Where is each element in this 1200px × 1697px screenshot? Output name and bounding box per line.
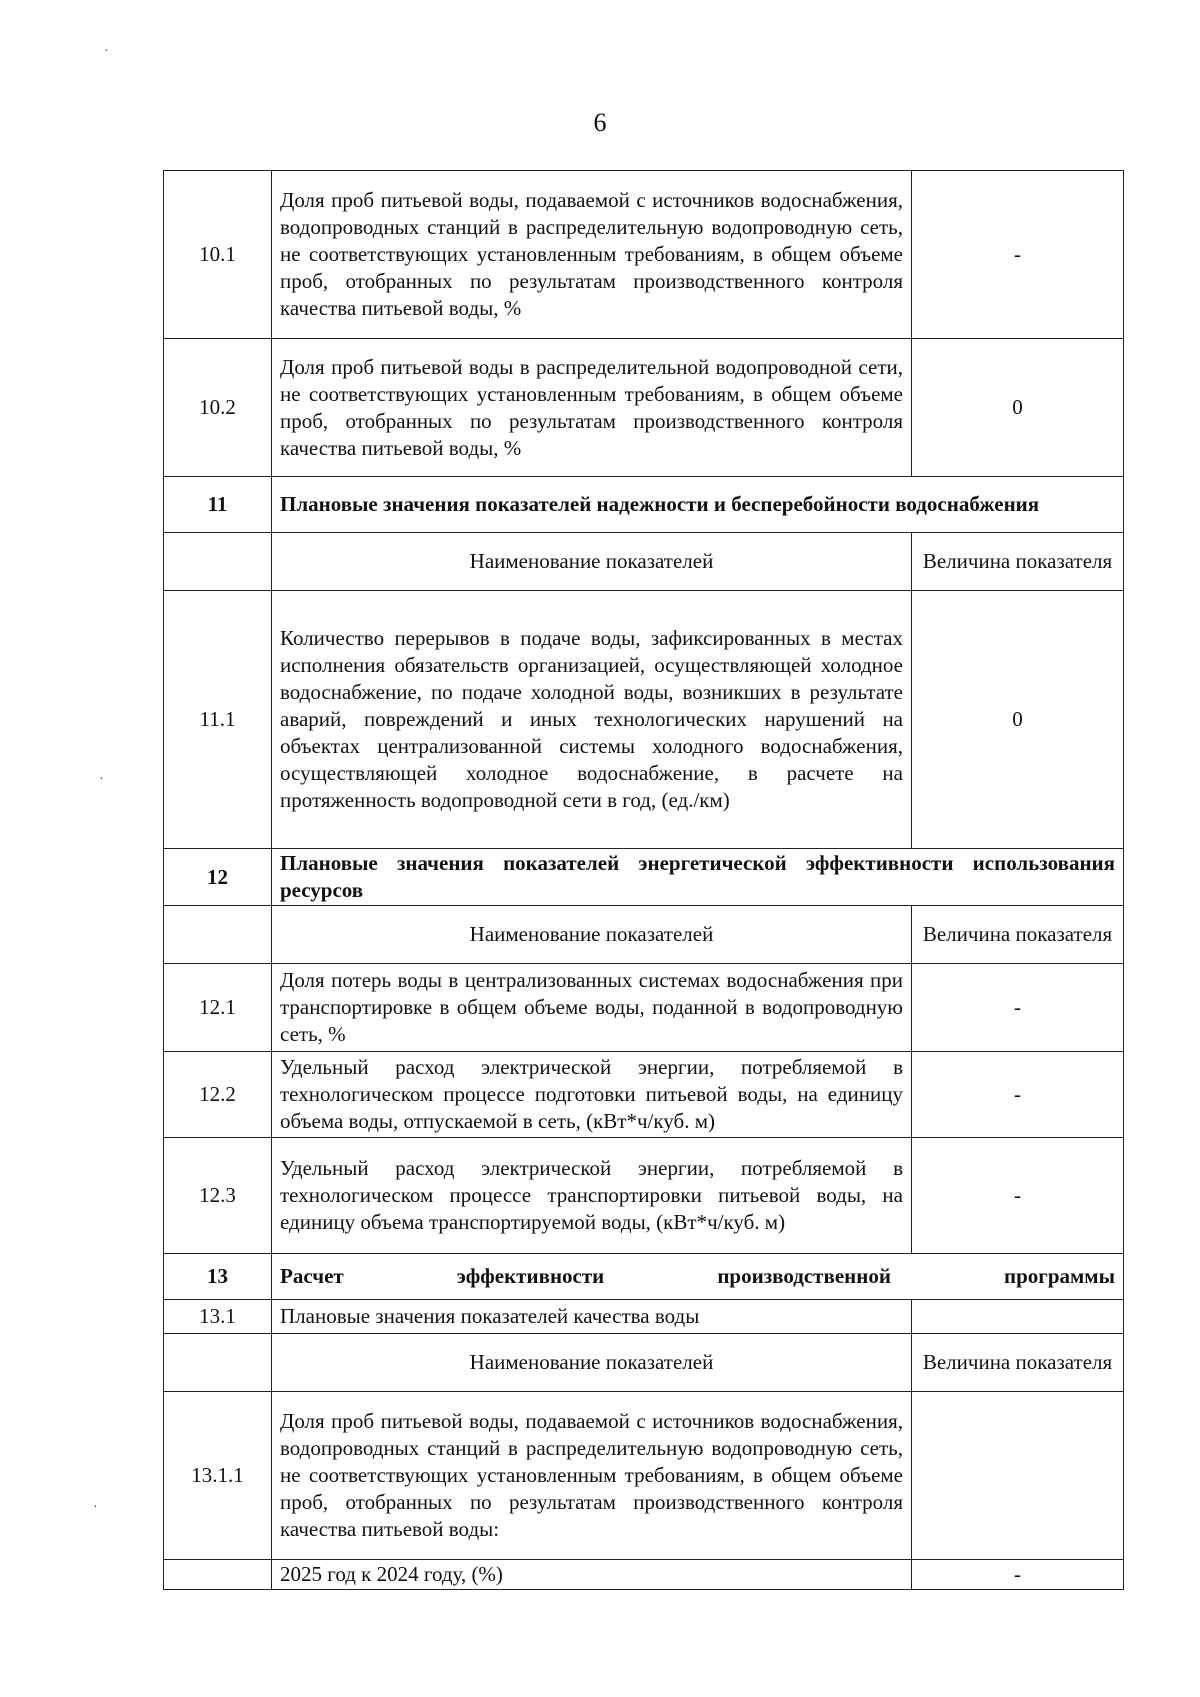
header-row [164, 906, 1124, 964]
scan-speck: · [104, 44, 109, 59]
table-row [164, 591, 1124, 849]
scan-speck: · [93, 1500, 98, 1515]
indicator-name: Удельный расход электрической энергии, потребляемой в технологическом процессе подготовки питьевой воды, на единицу объема воды, отпускаемой в сеть, (кВт*ч/куб. м) [272, 1052, 912, 1138]
row-number [164, 1560, 272, 1590]
column-header-name: Наименование показателей [272, 533, 912, 591]
table-row [164, 1560, 1124, 1590]
table-row [164, 1138, 1124, 1254]
column-header-name: Наименование показателей [272, 1334, 912, 1392]
scan-speck: · [99, 772, 104, 787]
section-title: Расчет эффективности производственной программы [272, 1254, 1124, 1300]
section-title: Плановые значения показателей энергетической эффективности использования ресурсов [272, 849, 1124, 906]
section-number: 13 [164, 1254, 272, 1300]
row-number: 12.1 [164, 964, 272, 1052]
indicator-value [912, 1392, 1124, 1560]
indicator-value: - [912, 1052, 1124, 1138]
indicator-value: - [912, 171, 1124, 339]
empty-cell [164, 533, 272, 591]
table-row [164, 171, 1124, 339]
indicator-name: Количество перерывов в подаче воды, зафиксированных в местах исполнения обязательств организацией, осуществляющей холодное водоснабжение, по подаче холодной воды, возникших в результате аварий, повреждений и иных технологических нарушений на объектах централизованной системы холодного водоснабжения, осуществляющей холодное водоснабжение, в расчете на протяженность водопроводной сети в год, (ед./км) [272, 591, 912, 849]
section-title: Плановые значения показателей надежности и бесперебойности водоснабжения [272, 477, 1124, 533]
header-row [164, 1334, 1124, 1392]
indicator-value [912, 1300, 1124, 1334]
empty-cell [164, 906, 272, 964]
indicator-name: Доля проб питьевой воды, подаваемой с источников водоснабжения, водопроводных станций в распределительную водопроводную сеть, не соответствующих установленным требованиям, в общем объеме проб, отобранных по результатам производственного контроля качества питьевой воды, % [272, 171, 912, 339]
section-number: 12 [164, 849, 272, 906]
row-number: 11.1 [164, 591, 272, 849]
indicator-value: - [912, 1560, 1124, 1590]
indicator-name: Доля проб питьевой воды в распределительной водопроводной сети, не соответствующих установленным требованиям, в общем объеме проб, отобранных по результатам производственного контроля качества питьевой воды, % [272, 339, 912, 477]
indicator-value: 0 [912, 591, 1124, 849]
row-number: 13.1 [164, 1300, 272, 1334]
indicator-name: 2025 год к 2024 году, (%) [272, 1560, 912, 1590]
indicator-value: 0 [912, 339, 1124, 477]
table-row [164, 339, 1124, 477]
section-number: 11 [164, 477, 272, 533]
indicator-name: Доля потерь воды в централизованных системах водоснабжения при транспортировке в общем объеме воды, поданной в водопроводную сеть, % [272, 964, 912, 1052]
column-header-value: Величина показателя [912, 533, 1124, 591]
indicator-value: - [912, 1138, 1124, 1254]
row-number: 10.1 [164, 171, 272, 339]
row-number: 10.2 [164, 339, 272, 477]
indicator-value: - [912, 964, 1124, 1052]
row-number: 12.3 [164, 1138, 272, 1254]
table-row [164, 1052, 1124, 1138]
indicator-name: Доля проб питьевой воды, подаваемой с источников водоснабжения, водопроводных станций в распределительную водопроводную сеть, не соответствующих установленным требованиям, в общем объеме проб, отобранных по результатам производственного контроля качества питьевой воды: [272, 1392, 912, 1560]
table-row [164, 964, 1124, 1052]
page-number: 6 [593, 108, 607, 137]
table-row [164, 1392, 1124, 1560]
column-header-value: Величина показателя [912, 906, 1124, 964]
indicator-name: Удельный расход электрической энергии, потребляемой в технологическом процессе транспортировки питьевой воды, на единицу объема транспортируемой воды, (кВт*ч/куб. м) [272, 1138, 912, 1254]
header-row [164, 533, 1124, 591]
row-number: 13.1.1 [164, 1392, 272, 1560]
indicator-name: Плановые значения показателей качества воды [272, 1300, 912, 1334]
section-row [164, 849, 1124, 906]
column-header-name: Наименование показателей [272, 906, 912, 964]
row-number: 12.2 [164, 1052, 272, 1138]
indicator-table [163, 170, 1124, 1590]
empty-cell [164, 1334, 272, 1392]
table-row [164, 1300, 1124, 1334]
column-header-value: Величина показателя [912, 1334, 1124, 1392]
section-row [164, 477, 1124, 533]
section-row [164, 1254, 1124, 1300]
